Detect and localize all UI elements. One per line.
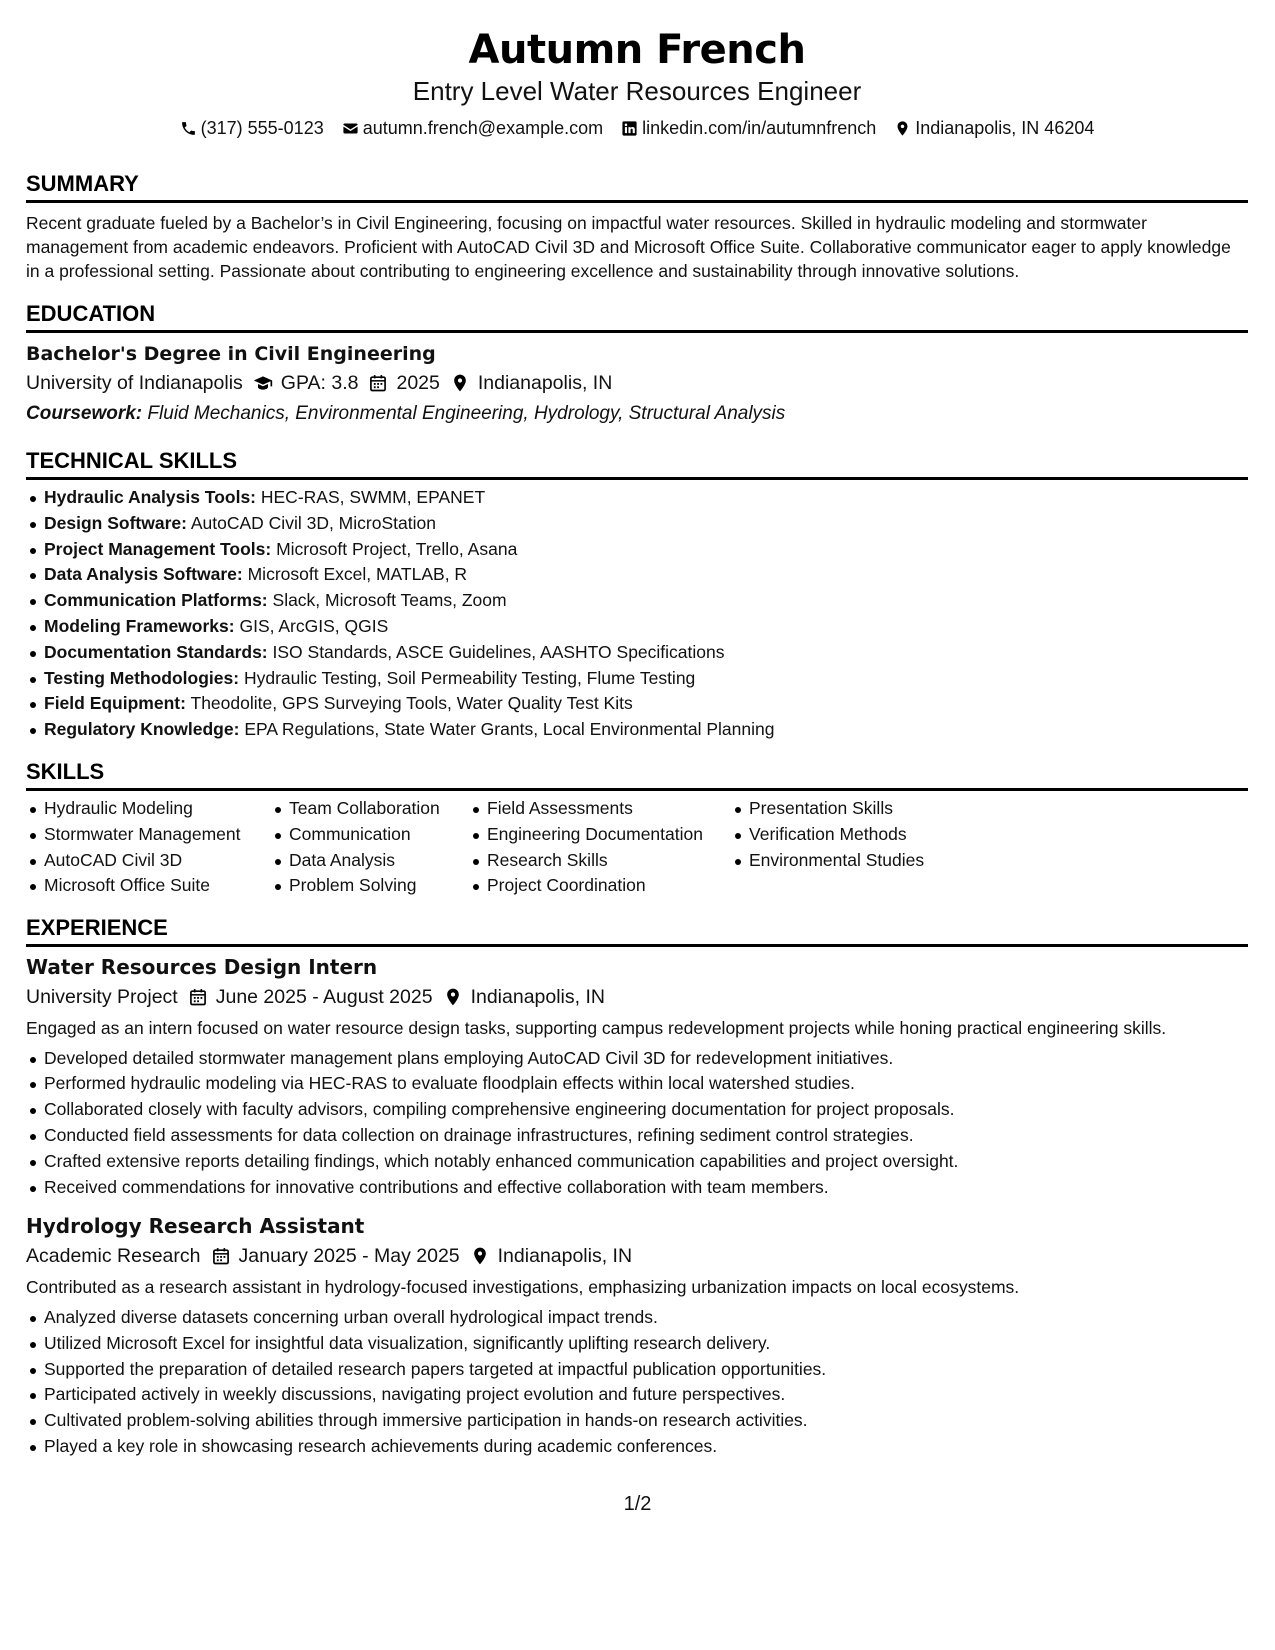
envelope-icon (342, 120, 359, 137)
job-meta (26, 1242, 1248, 1270)
phone-icon (180, 120, 197, 137)
contact-phone[interactable] (180, 117, 324, 139)
list-item: Problem Solving (271, 873, 469, 899)
contact-location (894, 117, 1094, 139)
coursework-list: Fluid Mechanics, Environmental Engineering, Hydrology, Structural Analysis (147, 403, 786, 424)
job-bullets (26, 1046, 1248, 1201)
skill-category: Documentation Standards: (44, 641, 268, 662)
calendar-icon (211, 1246, 231, 1266)
job-org: University Project (26, 986, 178, 1009)
list-item: Hydraulic Modeling (26, 796, 271, 822)
job-dates: June 2025 - August 2025 (215, 986, 433, 1009)
list-item: Environmental Studies (731, 848, 991, 874)
list-item: Research Skills (469, 848, 731, 874)
list-item: Collaborated closely with faculty advisors, compiling comprehensive engineering documentation for project proposals. (26, 1097, 1248, 1123)
map-pin-icon (470, 1246, 490, 1266)
location-text: Indianapolis, IN 46204 (915, 118, 1095, 138)
technical-skills-heading: TECHNICAL SKILLS (26, 448, 1248, 480)
list-item (26, 537, 1248, 563)
list-item: Participated actively in weekly discussions, navigating project evolution and future perspectives. (26, 1382, 1248, 1408)
skill-category: Data Analysis Software: (44, 564, 243, 585)
list-item: Team Collaboration (271, 796, 469, 822)
coursework-line (26, 400, 1248, 428)
map-pin-icon (443, 987, 463, 1007)
job-location: Indianapolis, IN (497, 1245, 633, 1268)
list-item: Developed detailed stormwater management plans employing AutoCAD Civil 3D for redevelopment initiatives. (26, 1046, 1248, 1072)
list-item (26, 666, 1248, 692)
skill-values: ISO Standards, ASCE Guidelines, AASHTO Specifications (272, 641, 725, 662)
calendar-icon (188, 987, 208, 1007)
contact-bar (26, 117, 1248, 139)
experience-heading: EXPERIENCE (26, 915, 1248, 947)
degree-title: Bachelor's Degree in Civil Engineering (26, 343, 436, 365)
list-item (26, 717, 1248, 743)
skill-values: Microsoft Excel, MATLAB, R (247, 564, 468, 585)
email-text: autumn.french@example.com (362, 118, 604, 138)
list-item: Supported the preparation of detailed research papers targeted at impactful publication opportunities. (26, 1357, 1248, 1383)
list-item: Conducted field assessments for data collection on drainage infrastructures, refining sediment control strategies. (26, 1123, 1248, 1149)
skills-column (26, 796, 271, 899)
list-item (26, 691, 1248, 717)
resume-header (26, 26, 1248, 139)
candidate-title: Entry Level Water Resources Engineer (412, 76, 862, 106)
job-bullets (26, 1305, 1248, 1460)
skill-values: GIS, ArcGIS, QGIS (239, 615, 389, 636)
contact-email[interactable] (342, 117, 603, 139)
education-heading: EDUCATION (26, 301, 1248, 333)
skill-category: Hydraulic Analysis Tools: (44, 487, 256, 507)
list-item: Communication (271, 822, 469, 848)
skill-category: Project Management Tools: (44, 538, 272, 559)
list-item: Analyzed diverse datasets concerning urban overall hydrological impact trends. (26, 1305, 1248, 1331)
list-item (26, 588, 1248, 614)
coursework-label: Coursework: (26, 403, 143, 424)
skills-grid (26, 796, 1248, 899)
list-item: Microsoft Office Suite (26, 873, 271, 899)
skill-category: Field Equipment: (44, 693, 186, 714)
skill-values: AutoCAD Civil 3D, MicroStation (190, 512, 436, 533)
skill-category: Regulatory Knowledge: (44, 719, 240, 740)
skill-values: EPA Regulations, State Water Grants, Local Environmental Planning (244, 719, 775, 740)
school-name: University of Indianapolis (26, 372, 243, 394)
job-description: Engaged as an intern focused on water resource design tasks, supporting campus redevelopment projects while honing practical engineering skills. (26, 1018, 1167, 1039)
job-meta (26, 983, 1248, 1011)
contact-linkedin[interactable] (621, 117, 876, 139)
job-description: Contributed as a research assistant in hydrology-focused investigations, emphasizing urbanization impacts on local ecosystems. (26, 1277, 1020, 1298)
list-item (26, 640, 1248, 666)
skills-heading: SKILLS (26, 759, 1248, 791)
skill-category: Design Software: (44, 512, 187, 533)
skills-column (731, 796, 991, 899)
linkedin-icon (621, 120, 638, 137)
skills-column (271, 796, 469, 899)
list-item (26, 562, 1248, 588)
list-item: Stormwater Management (26, 822, 271, 848)
skill-category: Testing Methodologies: (44, 667, 240, 688)
job-location: Indianapolis, IN (470, 986, 605, 1009)
job-title: Hydrology Research Assistant (26, 1214, 365, 1239)
phone-text: (317) 555-0123 (200, 118, 324, 138)
candidate-name: Autumn French (468, 27, 806, 73)
job-title: Water Resources Design Intern (26, 955, 378, 980)
skill-values: HEC-RAS, SWMM, EPANET (260, 487, 486, 507)
graduation-year: 2025 (396, 372, 440, 394)
skill-values: Microsoft Project, Trello, Asana (276, 538, 518, 559)
calendar-icon (368, 373, 388, 393)
job-dates: January 2025 - May 2025 (238, 1245, 460, 1268)
list-item (26, 614, 1248, 640)
list-item (26, 485, 1248, 511)
page-number: 1/2 (623, 1493, 652, 1515)
skills-column (469, 796, 731, 899)
list-item: Presentation Skills (731, 796, 991, 822)
education-meta (26, 369, 1248, 397)
list-item: Utilized Microsoft Excel for insightful data visualization, significantly uplifting research delivery. (26, 1331, 1248, 1357)
list-item: Data Analysis (271, 848, 469, 874)
skill-values: Slack, Microsoft Teams, Zoom (272, 590, 507, 611)
list-item: Field Assessments (469, 796, 731, 822)
gpa-text: GPA: 3.8 (280, 372, 359, 394)
school-location: Indianapolis, IN (477, 372, 613, 394)
job-org: Academic Research (26, 1245, 201, 1268)
list-item: Verification Methods (731, 822, 991, 848)
list-item: Played a key role in showcasing research achievements during academic conferences. (26, 1434, 1248, 1460)
skill-category: Communication Platforms: (44, 590, 268, 611)
list-item: Crafted extensive reports detailing findings, which notably enhanced communication capabilities and project oversight. (26, 1149, 1248, 1175)
list-item: Engineering Documentation (469, 822, 731, 848)
skill-category: Modeling Frameworks: (44, 615, 235, 636)
graduation-cap-icon (253, 373, 273, 393)
resume-page (26, 0, 1248, 1460)
list-item: Performed hydraulic modeling via HEC-RAS to evaluate floodplain effects within local watershed studies. (26, 1071, 1248, 1097)
list-item: Cultivated problem-solving abilities through immersive participation in hands-on research activities. (26, 1408, 1248, 1434)
list-item: Project Coordination (469, 873, 731, 899)
map-pin-icon (894, 120, 911, 137)
summary-text: Recent graduate fueled by a Bachelor’s in Civil Engineering, focusing on impactful water resources. Skilled in hydraulic modeling and stormwater management from academic endeavors. Proficient with AutoCAD Civil 3D and Microsoft Office Suite. Collaborative communicator eager to apply knowledge in a professional setting. Passionate about contributing to engineering excellence and sustainability through innovative solutions. (26, 213, 1231, 281)
list-item: Received commendations for innovative contributions and effective collaboration with team members. (26, 1175, 1248, 1201)
technical-skills-list (26, 485, 1248, 743)
list-item: AutoCAD Civil 3D (26, 848, 271, 874)
skill-values: Hydraulic Testing, Soil Permeability Testing, Flume Testing (243, 667, 696, 688)
summary-heading: SUMMARY (26, 171, 1248, 203)
linkedin-text: linkedin.com/in/autumnfrench (642, 118, 877, 138)
list-item (26, 511, 1248, 537)
skill-values: Theodolite, GPS Surveying Tools, Water Quality Test Kits (190, 693, 633, 714)
map-pin-icon (450, 373, 470, 393)
